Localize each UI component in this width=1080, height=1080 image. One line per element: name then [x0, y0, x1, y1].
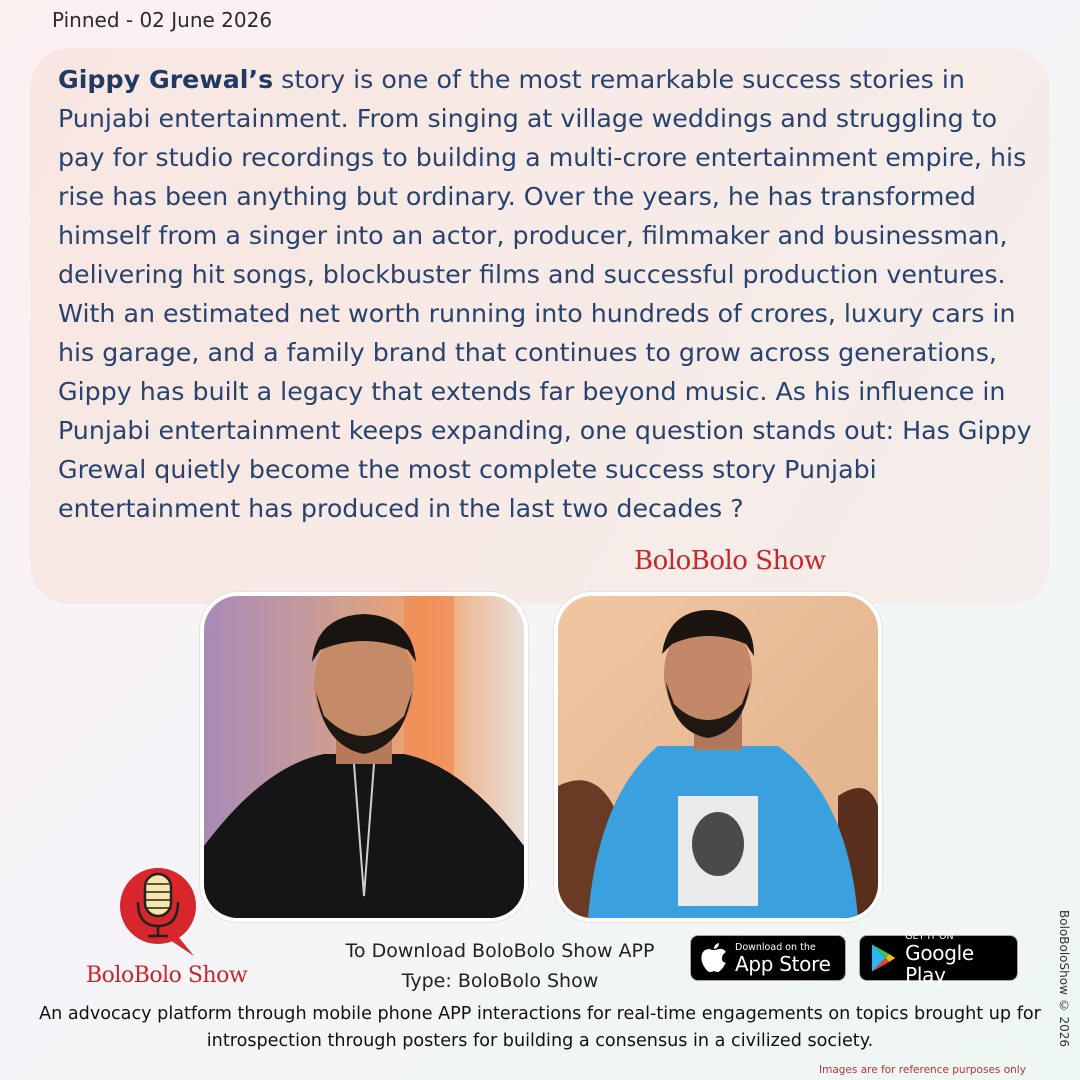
- download-search-term: Type: BoloBolo Show: [401, 970, 599, 992]
- google-play-badge[interactable]: [859, 930, 1018, 987]
- google-play-small-text: GET IT ON: [905, 930, 954, 942]
- gippy-photo-black-shirt: [200, 592, 528, 922]
- pinned-date: Pinned - 02 June 2026: [52, 8, 273, 32]
- app-store-badge[interactable]: [690, 935, 846, 981]
- download-instruction: To Download BoloBolo Show APP: [345, 940, 655, 962]
- copyright-text: BoloBoloShow © 2026: [1057, 910, 1071, 1048]
- gippy-photo-blue-shirt: [554, 592, 882, 922]
- app-store-small-text: Download on the: [735, 941, 816, 953]
- story-text: [58, 60, 1048, 528]
- app-store-big-text: App Store: [735, 951, 831, 976]
- play-triangle-icon: [870, 943, 897, 973]
- brand-logo-top: BoloBolo Show: [634, 546, 826, 576]
- brand-logo-bottom: BoloBolo Show: [86, 963, 248, 988]
- google-play-big-text: Google Play: [905, 940, 974, 987]
- story-highlight: Gippy Grewal’s: [58, 65, 274, 94]
- microphone-logo-icon: [118, 866, 204, 958]
- apple-icon: [701, 943, 727, 973]
- advocacy-statement: An advocacy platform through mobile phone APP interactions for real-time engagements on topics brought up for introspection through posters for building a consensus in a civilized society.: [39, 1004, 1041, 1051]
- image-disclaimer: Images are for reference purposes only: [819, 1064, 1026, 1076]
- story-body: story is one of the most remarkable success stories in Punjabi entertainment. From singing at village weddings and struggling to pay for studio recordings to building a multi-crore entertainment empire, his rise has been anything but ordinary. Over the years, he has transformed himself from a singer into an actor, producer, filmmaker and businessman, delivering hit songs, blockbuster films and successful production ventures. With an estimated net worth running into hundreds of crores, luxury cars in his garage, and a family brand that continues to grow across generations, Gippy has built a legacy that extends far beyond music. As his influence in Punjabi entertainment keeps expanding, one question stands out: Has Gippy Grewal quietly become the most complete success story Punjabi entertainment has produced in the last two decades ?: [58, 65, 1032, 523]
